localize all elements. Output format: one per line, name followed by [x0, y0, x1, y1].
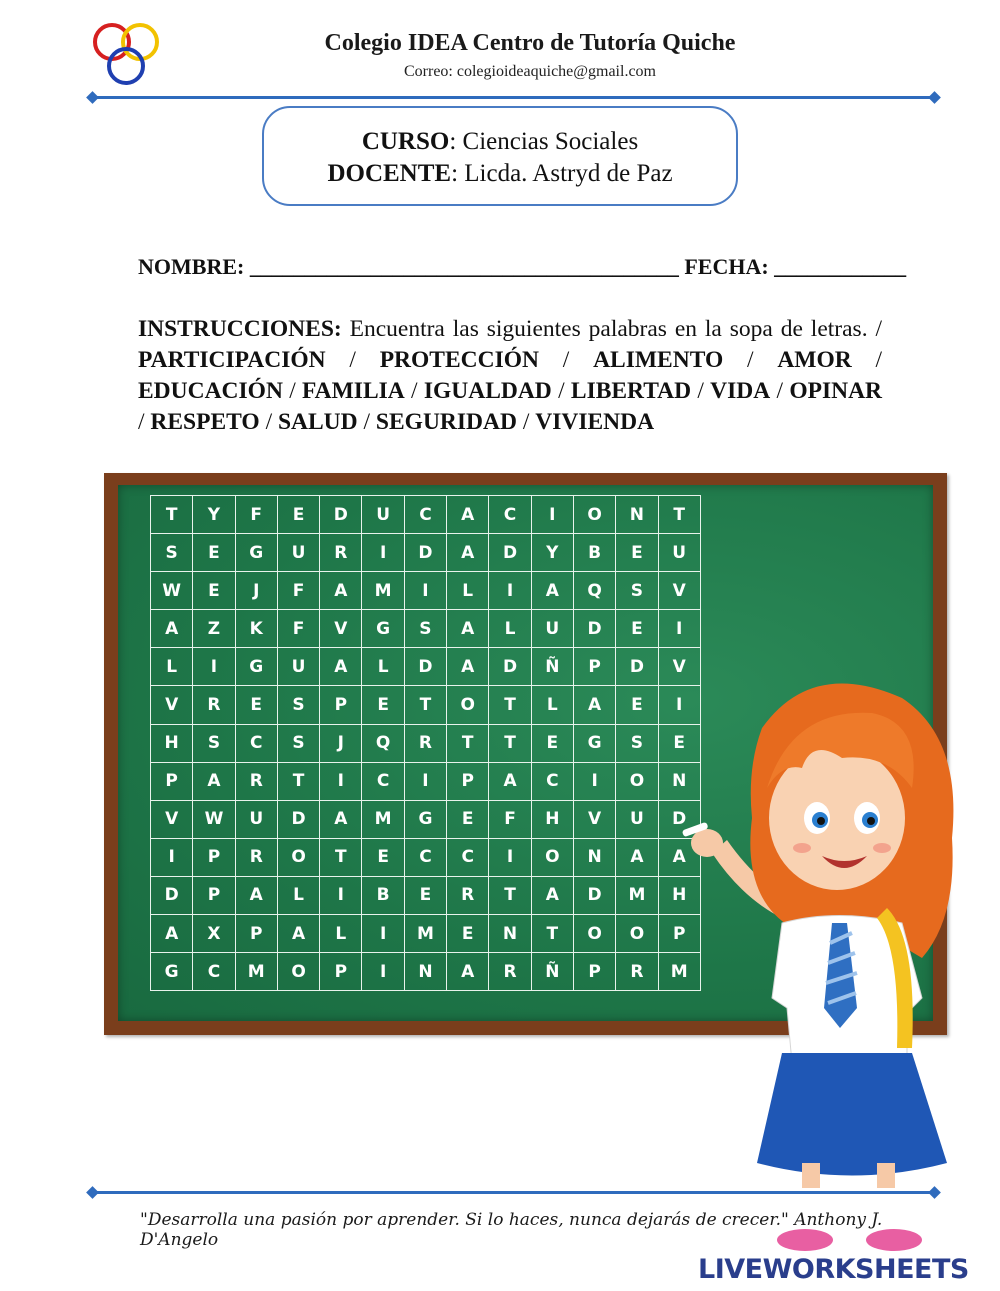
word-separator: /	[551, 378, 571, 404]
course-label: CURSO	[361, 128, 450, 155]
grid-letter-cell[interactable]: E	[616, 534, 658, 572]
grid-letter-cell[interactable]: C	[236, 725, 278, 763]
grid-letter-cell[interactable]: F	[236, 496, 278, 534]
grid-letter-cell[interactable]: L	[489, 610, 531, 648]
grid-letter-cell[interactable]: A	[616, 839, 658, 877]
grid-letter-cell[interactable]: I	[405, 572, 447, 610]
grid-letter-cell[interactable]: E	[616, 686, 658, 724]
word-separator: /	[539, 347, 594, 373]
grid-letter-cell[interactable]: A	[532, 572, 574, 610]
grid-letter-cell[interactable]: M	[616, 877, 658, 915]
grid-letter-cell[interactable]: L	[151, 648, 193, 686]
grid-letter-cell[interactable]: D	[574, 610, 616, 648]
grid-letter-cell[interactable]: A	[193, 763, 235, 801]
footer-divider-end-left-icon	[86, 1186, 99, 1199]
grid-letter-cell[interactable]: B	[574, 534, 616, 572]
grid-letter-cell[interactable]: O	[574, 496, 616, 534]
grid-letter-cell[interactable]: S	[278, 725, 320, 763]
grid-letter-cell[interactable]: C	[405, 839, 447, 877]
grid-letter-cell[interactable]: U	[278, 534, 320, 572]
grid-letter-cell[interactable]: D	[151, 877, 193, 915]
word-list-item: RESPETO	[150, 409, 260, 435]
grid-letter-cell[interactable]: R	[489, 953, 531, 991]
grid-letter-cell[interactable]: I	[151, 839, 193, 877]
grid-letter-cell[interactable]: F	[278, 610, 320, 648]
grid-letter-cell[interactable]: N	[574, 839, 616, 877]
grid-letter-cell[interactable]: R	[193, 686, 235, 724]
grid-letter-cell[interactable]: N	[489, 915, 531, 953]
header-divider	[92, 96, 934, 99]
word-list-item: IGUALDAD	[423, 378, 552, 404]
course-info-box	[262, 106, 738, 206]
grid-letter-cell[interactable]: I	[362, 534, 404, 572]
word-list-item: PARTICIPACIÓN	[138, 347, 326, 373]
date-field[interactable]: ____________	[774, 254, 907, 279]
instructions	[138, 314, 882, 438]
course-line	[264, 126, 736, 158]
word-separator: /	[325, 347, 380, 373]
grid-letter-cell[interactable]: P	[151, 763, 193, 801]
grid-letter-cell[interactable]: I	[659, 610, 701, 648]
grid-letter-cell[interactable]: S	[151, 534, 193, 572]
grid-letter-cell[interactable]: G	[405, 801, 447, 839]
grid-letter-cell[interactable]: O	[616, 763, 658, 801]
grid-letter-cell[interactable]: R	[447, 877, 489, 915]
grid-letter-cell[interactable]: P	[193, 877, 235, 915]
grid-letter-cell[interactable]: N	[659, 763, 701, 801]
grid-letter-cell[interactable]: D	[405, 534, 447, 572]
word-separator: /	[404, 378, 424, 404]
grid-letter-cell[interactable]: A	[532, 877, 574, 915]
name-label: NOMBRE:	[138, 254, 245, 279]
grid-letter-cell[interactable]: V	[659, 572, 701, 610]
grid-letter-cell[interactable]: I	[489, 572, 531, 610]
word-separator: /	[138, 409, 151, 435]
word-separator: /	[516, 409, 536, 435]
instructions-label: INSTRUCCIONES:	[138, 316, 342, 342]
grid-letter-cell[interactable]: J	[236, 572, 278, 610]
grid-letter-cell[interactable]: A	[447, 496, 489, 534]
word-list-item: LIBERTAD	[570, 378, 692, 404]
grid-letter-cell[interactable]: D	[659, 801, 701, 839]
word-list-item: AMOR	[777, 347, 852, 373]
grid-letter-cell[interactable]: E	[532, 725, 574, 763]
grid-letter-cell[interactable]: U	[278, 648, 320, 686]
grid-letter-cell[interactable]: A	[447, 534, 489, 572]
grid-letter-cell[interactable]: I	[489, 839, 531, 877]
grid-letter-cell[interactable]: O	[278, 953, 320, 991]
school-name: Colegio IDEA Centro de Tutoría Quiche	[324, 30, 736, 56]
name-date-line	[138, 254, 907, 280]
grid-letter-cell[interactable]: E	[362, 686, 404, 724]
grid-letter-cell[interactable]: I	[574, 763, 616, 801]
grid-letter-cell[interactable]: I	[659, 686, 701, 724]
grid-letter-cell[interactable]: E	[447, 801, 489, 839]
grid-letter-cell[interactable]: A	[447, 648, 489, 686]
grid-letter-cell[interactable]: G	[236, 534, 278, 572]
grid-letter-cell[interactable]: P	[447, 763, 489, 801]
grid-letter-cell[interactable]: G	[362, 610, 404, 648]
grid-letter-cell[interactable]: L	[362, 648, 404, 686]
grid-letter-cell[interactable]: P	[574, 648, 616, 686]
grid-letter-cell[interactable]: L	[320, 915, 362, 953]
grid-letter-cell[interactable]: O	[447, 686, 489, 724]
grid-letter-cell[interactable]: R	[236, 839, 278, 877]
grid-letter-cell[interactable]: A	[320, 801, 362, 839]
grid-letter-cell[interactable]: G	[151, 953, 193, 991]
divider-end-right-icon	[928, 91, 941, 104]
grid-letter-cell[interactable]: R	[616, 953, 658, 991]
grid-letter-cell[interactable]: M	[362, 801, 404, 839]
grid-letter-cell[interactable]: A	[236, 877, 278, 915]
grid-letter-cell[interactable]: P	[659, 915, 701, 953]
grid-letter-cell[interactable]: T	[489, 877, 531, 915]
grid-letter-cell[interactable]: H	[151, 725, 193, 763]
grid-letter-cell[interactable]: B	[362, 877, 404, 915]
grid-letter-cell[interactable]: E	[616, 610, 658, 648]
word-separator: /	[691, 378, 711, 404]
grid-letter-cell[interactable]: N	[405, 953, 447, 991]
word-separator: /	[259, 409, 278, 435]
divider-end-left-icon	[86, 91, 99, 104]
liveworksheets-logo[interactable]	[698, 1254, 969, 1285]
grid-letter-cell[interactable]: V	[659, 648, 701, 686]
word-list-item: PROTECCIÓN	[379, 347, 539, 373]
grid-letter-cell[interactable]: A	[489, 763, 531, 801]
grid-letter-cell[interactable]: T	[278, 763, 320, 801]
grid-letter-cell[interactable]: L	[532, 686, 574, 724]
grid-letter-cell[interactable]: V	[151, 686, 193, 724]
grid-letter-cell[interactable]: A	[574, 686, 616, 724]
grid-letter-cell[interactable]: Q	[574, 572, 616, 610]
grid-letter-cell[interactable]: U	[659, 534, 701, 572]
grid-letter-cell[interactable]: U	[532, 610, 574, 648]
teacher-line	[264, 158, 736, 190]
word-list-item: OPINAR	[789, 378, 883, 404]
grid-letter-cell[interactable]: R	[236, 763, 278, 801]
word-separator: /	[851, 347, 883, 373]
grid-letter-cell[interactable]: T	[151, 496, 193, 534]
grid-letter-cell[interactable]: M	[659, 953, 701, 991]
school-logo-rings	[90, 18, 166, 90]
word-list-item: FAMILIA	[302, 378, 405, 404]
grid-letter-cell[interactable]: I	[532, 496, 574, 534]
grid-letter-cell[interactable]: A	[278, 915, 320, 953]
grid-letter-cell[interactable]: C	[447, 839, 489, 877]
grid-letter-cell[interactable]: F	[489, 801, 531, 839]
word-separator: /	[723, 347, 778, 373]
name-field[interactable]: _______________________________________	[249, 254, 679, 279]
grid-letter-cell[interactable]: C	[489, 496, 531, 534]
grid-letter-cell[interactable]: T	[532, 915, 574, 953]
word-search-grid	[150, 495, 701, 991]
course-value: : Ciencias Sociales	[449, 128, 639, 155]
grid-letter-cell[interactable]: Ñ	[532, 953, 574, 991]
word-list	[138, 347, 882, 435]
grid-letter-cell[interactable]: E	[447, 915, 489, 953]
grid-letter-cell[interactable]: I	[320, 763, 362, 801]
grid-letter-cell[interactable]: S	[278, 686, 320, 724]
grid-letter-cell[interactable]: S	[616, 572, 658, 610]
grid-letter-cell[interactable]: Q	[362, 725, 404, 763]
grid-letter-cell[interactable]: D	[616, 648, 658, 686]
grid-letter-cell[interactable]: P	[320, 953, 362, 991]
word-separator: /	[282, 378, 303, 404]
grid-letter-cell[interactable]: D	[574, 877, 616, 915]
grid-letter-cell[interactable]: E	[193, 572, 235, 610]
grid-letter-cell[interactable]: A	[447, 953, 489, 991]
liveworksheets-text: LIVEWORKSHEETS	[698, 1254, 969, 1285]
grid-letter-cell[interactable]: V	[320, 610, 362, 648]
word-list-item: EDUCACIÓN	[138, 378, 283, 404]
grid-letter-cell[interactable]: C	[405, 496, 447, 534]
grid-letter-cell[interactable]: R	[320, 534, 362, 572]
grid-letter-cell[interactable]: I	[362, 953, 404, 991]
grid-letter-cell[interactable]: H	[659, 877, 701, 915]
grid-letter-cell[interactable]: S	[193, 725, 235, 763]
grid-letter-cell[interactable]: I	[193, 648, 235, 686]
grid-letter-cell[interactable]: E	[362, 839, 404, 877]
footer-divider	[92, 1191, 934, 1194]
grid-letter-cell[interactable]: K	[236, 610, 278, 648]
grid-letter-cell[interactable]: N	[616, 496, 658, 534]
grid-letter-cell[interactable]: D	[320, 496, 362, 534]
grid-letter-cell[interactable]: C	[532, 763, 574, 801]
grid-letter-cell[interactable]: T	[447, 725, 489, 763]
grid-letter-cell[interactable]: P	[574, 953, 616, 991]
date-label: FECHA:	[684, 254, 769, 279]
grid-letter-cell[interactable]: O	[574, 915, 616, 953]
grid-letter-cell[interactable]: T	[489, 686, 531, 724]
word-separator: /	[770, 378, 790, 404]
instructions-text: Encuentra las siguientes palabras en la sopa de letras. /	[341, 316, 882, 342]
grid-letter-cell[interactable]: U	[236, 801, 278, 839]
grid-letter-cell[interactable]: F	[278, 572, 320, 610]
grid-letter-cell[interactable]: E	[193, 534, 235, 572]
grid-letter-cell[interactable]: H	[532, 801, 574, 839]
grid-letter-cell[interactable]: V	[574, 801, 616, 839]
grid-letter-cell[interactable]: E	[236, 686, 278, 724]
word-separator: /	[357, 409, 376, 435]
grid-letter-cell[interactable]: Y	[532, 534, 574, 572]
grid-letter-cell[interactable]: D	[489, 534, 531, 572]
grid-letter-cell[interactable]: I	[320, 877, 362, 915]
grid-letter-cell[interactable]: L	[447, 572, 489, 610]
grid-letter-cell[interactable]: D	[278, 801, 320, 839]
grid-letter-cell[interactable]: V	[151, 801, 193, 839]
grid-letter-cell[interactable]: D	[405, 648, 447, 686]
grid-letter-cell[interactable]: U	[616, 801, 658, 839]
grid-letter-cell[interactable]: J	[320, 725, 362, 763]
grid-letter-cell[interactable]: R	[405, 725, 447, 763]
grid-letter-cell[interactable]: Ñ	[532, 648, 574, 686]
word-list-item: VIDA	[710, 378, 771, 404]
word-list-item: SALUD	[277, 409, 358, 435]
grid-letter-cell[interactable]: S	[405, 610, 447, 648]
grid-letter-cell[interactable]: C	[193, 953, 235, 991]
grid-letter-cell[interactable]: E	[659, 725, 701, 763]
grid-letter-cell[interactable]: X	[193, 915, 235, 953]
grid-letter-cell[interactable]: E	[278, 496, 320, 534]
grid-letter-cell[interactable]: Z	[193, 610, 235, 648]
school-email: Correo: colegioideaquiche@gmail.com	[404, 63, 656, 80]
word-list-item: VIVIENDA	[535, 409, 655, 435]
grid-letter-cell[interactable]: W	[151, 572, 193, 610]
grid-letter-cell[interactable]: T	[659, 496, 701, 534]
grid-letter-cell[interactable]: O	[532, 839, 574, 877]
grid-letter-cell[interactable]: T	[320, 839, 362, 877]
grid-letter-cell[interactable]: S	[616, 725, 658, 763]
grid-letter-cell[interactable]: O	[278, 839, 320, 877]
grid-letter-cell[interactable]: E	[405, 877, 447, 915]
grid-letter-cell[interactable]: D	[489, 648, 531, 686]
grid-letter-cell[interactable]: A	[151, 610, 193, 648]
grid-letter-cell[interactable]: A	[659, 839, 701, 877]
grid-letter-cell[interactable]: G	[236, 648, 278, 686]
teacher-value: : Licda. Astryd de Paz	[451, 160, 673, 187]
grid-letter-cell[interactable]: O	[616, 915, 658, 953]
grid-letter-cell[interactable]: T	[489, 725, 531, 763]
grid-letter-cell[interactable]: W	[193, 801, 235, 839]
grid-letter-cell[interactable]: C	[362, 763, 404, 801]
teacher-label: DOCENTE	[327, 160, 452, 187]
grid-letter-cell[interactable]: L	[278, 877, 320, 915]
grid-letter-cell[interactable]: P	[193, 839, 235, 877]
motivational-quote: "Desarrolla una pasión por aprender. Si lo haces, nunca dejarás de crecer." Anthony J. D'Angelo	[140, 1210, 883, 1250]
word-list-item: SEGURIDAD	[375, 409, 517, 435]
grid-letter-cell[interactable]: U	[362, 496, 404, 534]
word-list-item: ALIMENTO	[593, 347, 724, 373]
grid-letter-cell[interactable]: P	[320, 686, 362, 724]
grid-letter-cell[interactable]: A	[447, 610, 489, 648]
grid-letter-cell[interactable]: I	[405, 763, 447, 801]
student-girl-illustration	[672, 668, 962, 1268]
grid-letter-cell[interactable]: I	[362, 915, 404, 953]
grid-letter-cell[interactable]: M	[236, 953, 278, 991]
grid-letter-cell[interactable]: A	[151, 915, 193, 953]
grid-letter-cell[interactable]: T	[405, 686, 447, 724]
grid-letter-cell[interactable]: M	[362, 572, 404, 610]
grid-letter-cell[interactable]: P	[236, 915, 278, 953]
grid-letter-cell[interactable]: M	[405, 915, 447, 953]
grid-letter-cell[interactable]: G	[574, 725, 616, 763]
grid-letter-cell[interactable]: A	[320, 648, 362, 686]
grid-letter-cell[interactable]: Y	[193, 496, 235, 534]
grid-letter-cell[interactable]: A	[320, 572, 362, 610]
